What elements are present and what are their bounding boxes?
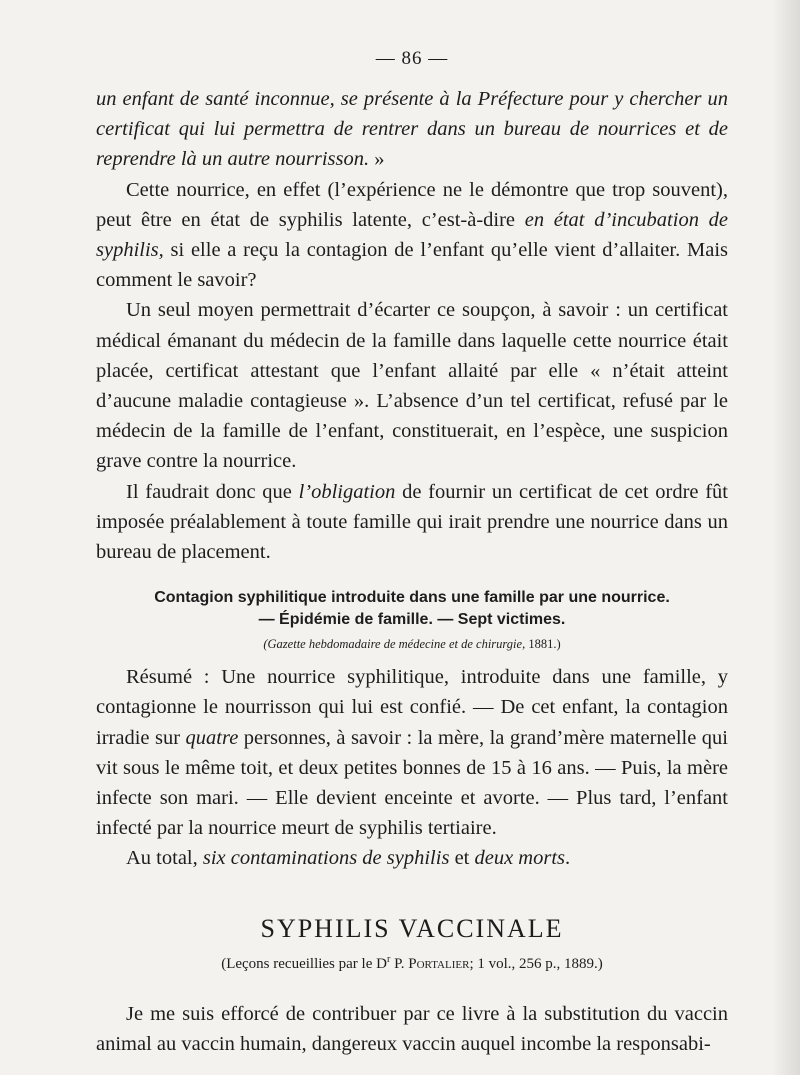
italic-span: six contaminations de syphilis — [202, 847, 450, 870]
text-span: si elle a reçu la contagion de l’enfant qu’elle vient d’allaiter. Mais comment le savoir? — [96, 239, 728, 292]
italic-span: l’obligation — [298, 480, 396, 503]
text-span: P. — [390, 955, 409, 972]
text-span: de fournir un certificat de cet ordre fût imposée préalablement à toute famille qui irait prendre une nourrice dans un bureau de placement. — [96, 480, 728, 564]
source-citation — [96, 637, 728, 652]
text-span: Au total, — [126, 847, 203, 870]
citation-journal: Gazette hebdomadaire de médecine et de chirurgie, — [267, 637, 526, 652]
italic-quote: un enfant de santé inconnue, se présente à la Préfecture pour y chercher un certificat qui lui permettra de rentrer dans un bureau de nourrices et de reprendre là un autre nourrisson. — [96, 88, 728, 171]
paragraph-nourrice — [96, 175, 728, 296]
text-span: Résumé : Une nourrice syphilitique, introduite dans une famille, y contagionne le nourrisson qui lui est confié. — De cet enfant, la contagion irradie sur — [96, 666, 728, 749]
italic-span: deux morts — [474, 847, 566, 870]
text-span: Cette nourrice, en effet (l’expérience ne le démontre que trop souvent), peut être en état de syphilis latente, c’est-à-dire — [96, 178, 728, 231]
paragraph-total — [96, 843, 728, 873]
section-heading — [96, 587, 728, 631]
page-number: — 86 — — [375, 48, 449, 69]
italic-span: quatre — [185, 726, 239, 749]
paragraph-resume — [96, 662, 728, 843]
paragraph-continuation — [96, 84, 728, 175]
chapter-subtitle — [96, 954, 728, 973]
author-name: Portalier — [408, 955, 470, 972]
italic-span: en état d’incubation de syphilis, — [96, 208, 728, 262]
section-heading-line-1: Contagion syphilitique introduite dans une famille par une nourrice. — [154, 589, 670, 607]
citation-year: 1881.) — [525, 637, 561, 652]
text-span: (Leçons recueillies par le D — [221, 955, 387, 972]
text-span: personnes, à savoir : la mère, la grand’mère maternelle qui vit sous le même toit, et deux petites bonnes de 15 à 16 ans. — Puis, la mère infecte son mari. — Elle devient enceinte et avorte. — Plus tard, l’enfant infecté par la nourrice meurt de syphilis tertiaire. — [96, 726, 729, 840]
section-heading-line-2: — Épidémie de famille. — Sept victimes. — [258, 611, 566, 629]
quote-close: » — [369, 148, 385, 171]
paragraph-certificat: Un seul moyen permettrait d’écarter ce soupçon, à savoir : un certificat médical émanant du médecin de la famille dans laquelle cette nourrice était placée, certificat attestant que l’enfant allaité par elle « n’était atteint d’aucune maladie contagieuse ». L’absence d’un tel certificat, refusé par le médecin de la famille de l’enfant, constituerait, en l’espèce, une suspicion grave contre la nourrice. — [96, 299, 728, 473]
chapter-title: SYPHILIS VACCINALE — [260, 913, 564, 943]
page-edge-shadow — [772, 0, 800, 1075]
citation-paren: ( — [263, 637, 268, 652]
page-content — [96, 48, 728, 1059]
superscript: r — [386, 953, 391, 965]
paragraph-vaccin: Je me suis efforcé de contribuer par ce livre à la substitution du vaccin animal au vaccin humain, dangereux vaccin auquel incombe la responsabi- — [96, 1002, 728, 1055]
text-span: . — [565, 847, 571, 870]
paragraph-obligation — [96, 477, 728, 568]
text-span: et — [449, 847, 475, 870]
text-span: ; 1 vol., 256 p., 1889.) — [469, 955, 603, 972]
text-span: Il faudrait donc que — [126, 480, 299, 503]
